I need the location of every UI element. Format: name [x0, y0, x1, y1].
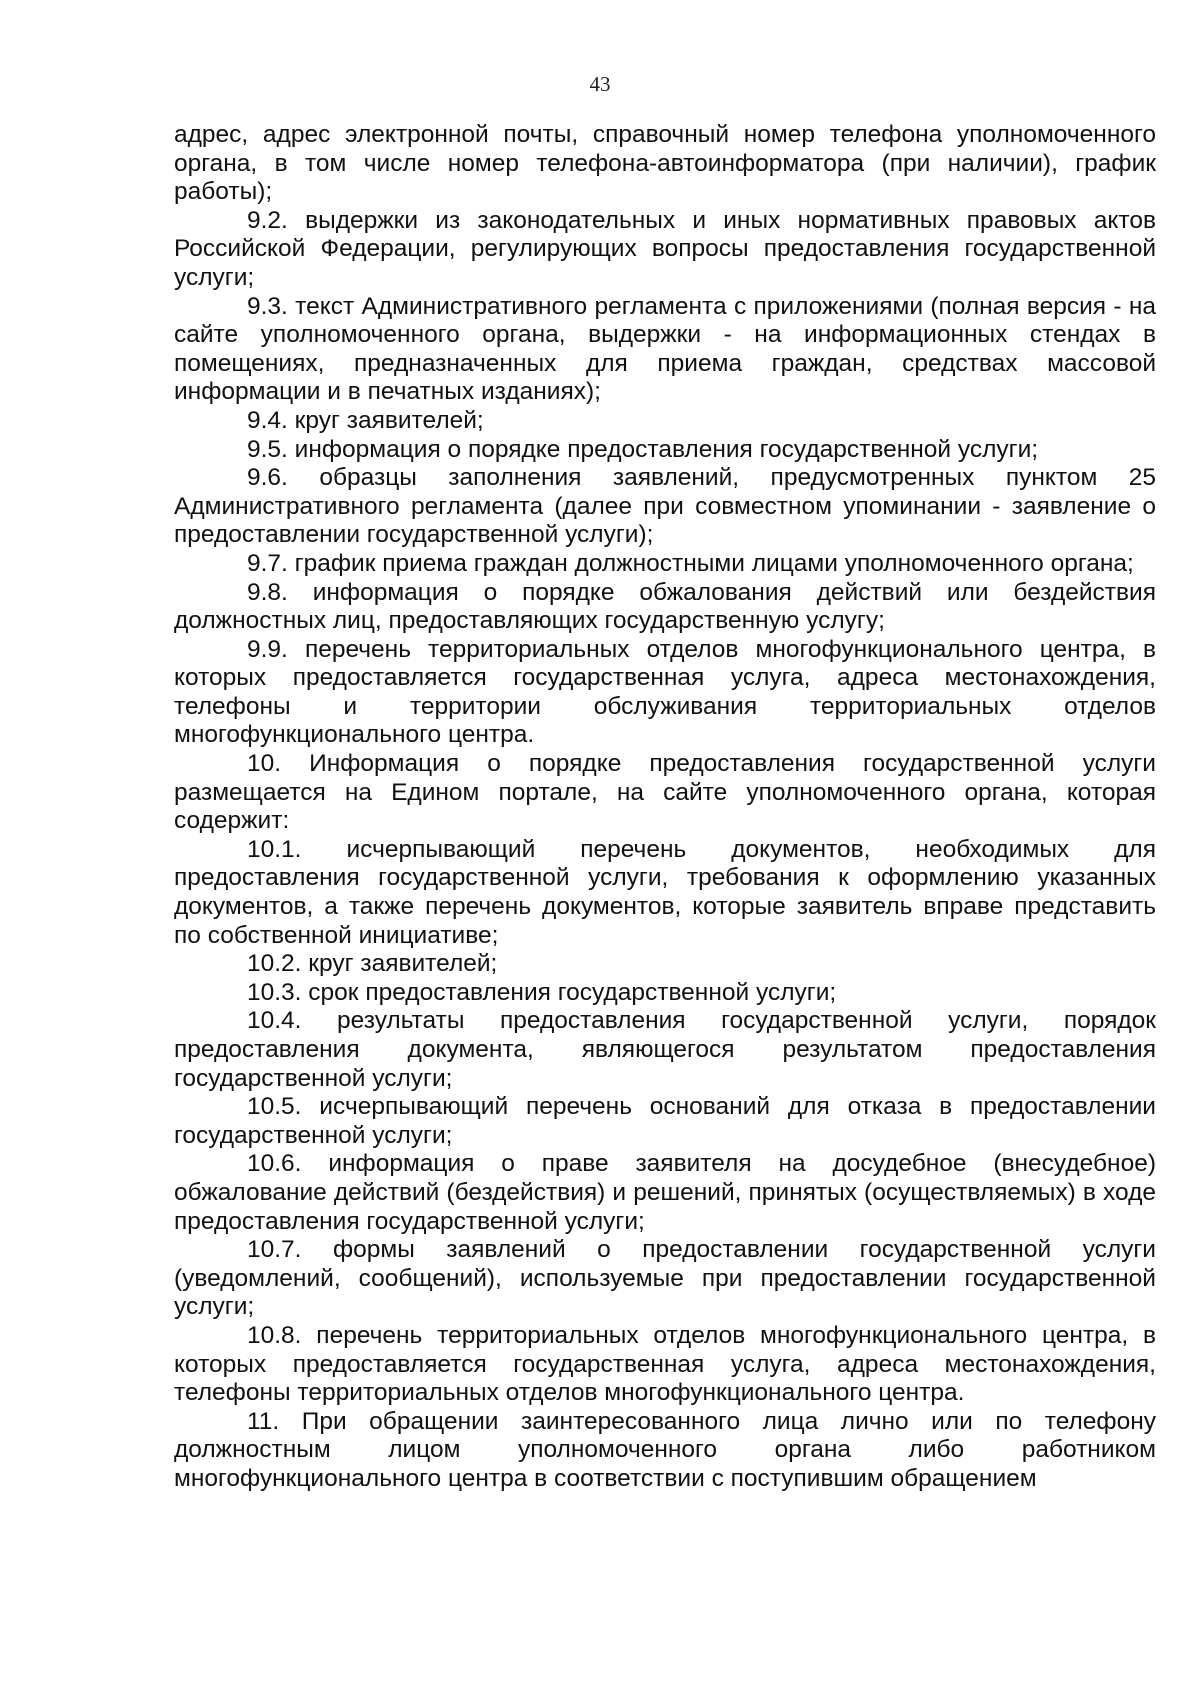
- paragraph: 10.8. перечень территориальных отделов многофункционального центра, в которых предоставляется государственная услуга, адреса местонахождения, телефоны территориальных отделов многофункционального центра.: [174, 1321, 1156, 1407]
- paragraph: 9.8. информация о порядке обжалования действий или бездействия должностных лиц, предоставляющих государственную услугу;: [174, 578, 1156, 635]
- paragraph: 9.3. текст Административного регламента с приложениями (полная версия - на сайте уполномоченного органа, выдержки - на информационных стендах в помещениях, предназначенных для приема граждан, средствах массовой информации и в печатных изданиях);: [174, 292, 1156, 406]
- paragraph: 10.4. результаты предоставления государственной услуги, порядок предоставления документа, являющегося результатом предоставления государственной услуги;: [174, 1007, 1156, 1092]
- paragraph: 11. При обращении заинтересованного лица лично или по телефону должностным лицом уполномоченного органа либо работником многофункционального центра в соответствии с поступившим обращением: [174, 1407, 1156, 1492]
- paragraph: 9.9. перечень территориальных отделов многофункционального центра, в которых предоставляется государственная услуга, адреса местонахождения, телефоны и территории обслуживания территориальных отделов многофункционального центра.: [174, 635, 1156, 749]
- paragraph: 9.6. образцы заполнения заявлений, предусмотренных пунктом 25 Административного регламента (далее при совместном упоминании - заявление о предоставлении государственной услуги);: [174, 464, 1156, 549]
- paragraph: 9.5. информация о порядке предоставления государственной услуги;: [247, 435, 1039, 463]
- paragraph: 9.4. круг заявителей;: [247, 406, 484, 434]
- paragraph: адрес, адрес электронной почты, справочный номер телефона уполномоченного органа, в том числе номер телефона-автоинформатора (при наличии), график работы);: [174, 121, 1156, 206]
- paragraph: 10.5. исчерпывающий перечень оснований для отказа в предоставлении государственной услуги;: [174, 1093, 1156, 1149]
- paragraph: 10.3. срок предоставления государственной услуги;: [247, 978, 837, 1006]
- paragraph: 9.2. выдержки из законодательных и иных нормативных правовых актов Российской Федерации, регулирующих вопросы предоставления государственной услуги;: [174, 206, 1156, 291]
- document-body: [174, 121, 1156, 1494]
- paragraph: 10.6. информация о праве заявителя на досудебное (внесудебное) обжалование действий (бездействия) и решений, принятых (осуществляемых) в ходе предоставления государственной услуги;: [174, 1150, 1156, 1235]
- page-number: 43: [589, 72, 611, 96]
- paragraph: 10. Информация о порядке предоставления государственной услуги размещается на Едином портале, на сайте уполномоченного органа, которая содержит:: [174, 750, 1156, 835]
- paragraph: 10.1. исчерпывающий перечень документов, необходимых для предоставления государственной услуги, требования к оформлению указанных документов, а также перечень документов, которые заявитель вправе представить по собственной инициативе;: [174, 835, 1156, 949]
- paragraph: 10.7. формы заявлений о предоставлении государственной услуги (уведомлений, сообщений), используемые при предоставлении государственной услуги;: [174, 1236, 1156, 1321]
- paragraph: 10.2. круг заявителей;: [247, 950, 498, 978]
- paragraph: 9.7. график приема граждан должностными лицами уполномоченного органа;: [247, 549, 1134, 577]
